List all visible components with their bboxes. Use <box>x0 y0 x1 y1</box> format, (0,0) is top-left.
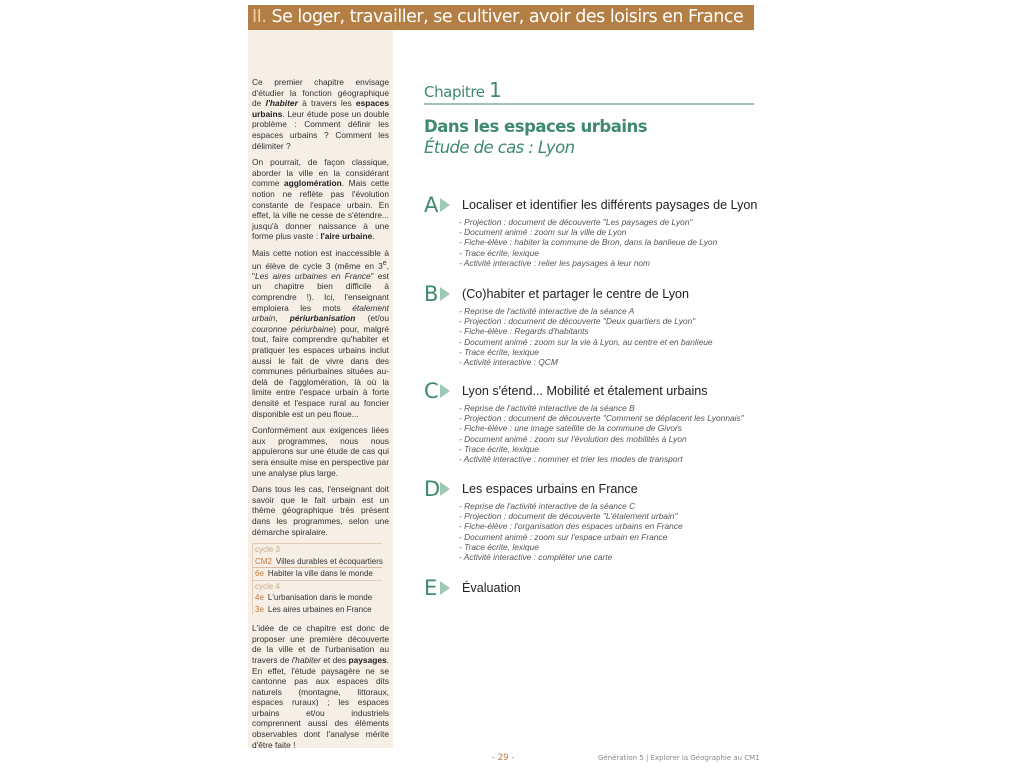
text: (et/ou <box>355 313 389 324</box>
text: à travers les <box>297 98 356 109</box>
section-header <box>424 380 764 402</box>
emphasis: étalement urbain <box>252 302 389 324</box>
activity-item: - Trace écrite, lexique <box>459 443 539 454</box>
part-title: Se loger, travailler, se cultiver, avoir des loisirs en France <box>271 7 744 27</box>
chapter-word: Chapitre <box>424 83 485 101</box>
keyword: périurbanisation <box>289 313 356 324</box>
activity-item: - Trace écrite, lexique <box>459 346 539 357</box>
sidebar-paragraph-1 <box>252 77 389 151</box>
text: Ce premier chapitre envisage d'étudier la fonction géographique de <box>252 77 389 109</box>
text: ) pour, malgré tout, faire comprendre qu'habiter et pratiquer les espaces urbains inclut aussi le fait de vivre dans des communes périurbaines situées au-delà de l'agglomération, là où la limite entre l'espace urbain à forte densité et l'espace rural au foncier disponible est un peu floue... <box>252 323 390 419</box>
text: On pourrait, de façon classique, aborder la ville en la considérant comme <box>252 157 389 189</box>
section-header <box>424 577 764 599</box>
activity-item: - Fiche-élève : habiter la commune de Bron, dans la banlieue de Lyon <box>459 237 718 248</box>
section-header <box>424 194 764 216</box>
part-header-bar <box>248 5 754 30</box>
activity-item: - Projection : document de découverte "L'étalement urbain" <box>459 511 678 522</box>
cycle-label: cycle 3 <box>252 543 382 556</box>
activity-item: - Reprise de l'activité interactive de la séance B <box>459 403 635 413</box>
lesson-section <box>424 380 764 464</box>
keyword: paysages <box>348 654 387 665</box>
sidebar-paragraph-3 <box>252 248 389 419</box>
sidebar-paragraph-4: Conformément aux exigences liées aux programmes, nous nous appuierons sur une étude de cas qui sera ensuite mise en perspective par une analyse plus large. <box>252 425 389 478</box>
sidebar-paragraph-6 <box>252 623 389 750</box>
activity-item: - Trace écrite, lexique <box>459 247 539 258</box>
text: . <box>372 231 375 242</box>
chapter-title: Dans les espaces urbains <box>424 117 648 136</box>
text: . En effet, l'étude paysagère ne se cantonne pas aux espaces dits naturels (montagne, littoraux, espaces ruraux) ; les espaces urbains et/ou industriels comprennent aussi des éléments observables dont l'analyse mérite d'être faite ! <box>252 654 389 750</box>
cycle-level: 6e <box>255 569 264 579</box>
activity-item: - Projection : document de découverte "Comment se déplacent les Lyonnais" <box>459 413 744 424</box>
activity-item: - Projection : document de découverte "Deux quartiers de Lyon" <box>459 316 696 327</box>
text: . Leur étude pose un double problème : Comment définir les espaces urbains ? Comment les délimiter ? <box>252 108 389 151</box>
text: . Mais cette notion ne reflète pas l'évolution constante de l'espace urbain. En effet, la ville ne cesse de s'étendre... jusqu'à donner naissance à une forme plus vaste : <box>252 178 389 242</box>
activity-item: - Fiche-élève : l'organisation des espaces urbains en France <box>459 521 683 532</box>
emphasis: l'habiter <box>291 654 321 665</box>
cycle-topic: Habiter la ville dans le monde <box>267 569 373 579</box>
section-letter: C <box>424 379 439 403</box>
activity-item: - Fiche-élève : Regards d'habitants <box>459 326 589 337</box>
text: Mais cette notion est inaccessible à un élève de cycle 3 (même en 3 <box>252 247 389 271</box>
emphasis: l'habiter <box>265 98 298 109</box>
section-letter: E <box>424 576 438 600</box>
text: , <box>275 313 290 324</box>
text: et des <box>320 654 349 665</box>
cycle-topic: Villes durables et écoquartiers <box>275 556 383 566</box>
activity-item: - Activité interactive : compléter une carte <box>459 552 613 563</box>
activity-item: - Activité interactive : QCM <box>459 357 558 368</box>
play-arrow-icon <box>440 198 450 212</box>
cycle-topic: Les aires urbaines en France <box>267 604 372 614</box>
section-title: Évaluation <box>462 581 521 595</box>
chapter-number: 1 <box>488 78 502 102</box>
sidebar-paragraph-2 <box>252 157 389 242</box>
section-header <box>424 478 764 500</box>
section-letter: A <box>424 193 439 217</box>
play-arrow-icon <box>440 384 450 398</box>
activity-item: - Trace écrite, lexique <box>459 541 539 552</box>
activity-item: - Activité interactive : relier les paysages à leur nom <box>459 257 650 268</box>
chapter-heading <box>424 78 754 157</box>
section-activities <box>459 306 764 367</box>
cycle-topic: L'urbanisation dans le monde <box>267 593 373 603</box>
section-activities <box>459 403 764 464</box>
lesson-section <box>424 577 764 599</box>
emphasis: couronne périurbaine <box>252 323 334 334</box>
sidebar-paragraph-5: Dans tous les cas, l'enseignant doit savoir que le fait urbain est un thème géographique très présent dans les programmes, selon une démarche spiralaire. <box>252 484 389 537</box>
lesson-section <box>424 194 764 268</box>
cycle-row <box>252 592 389 604</box>
cycle-row <box>252 567 382 580</box>
emphasis: Les aires urbaines en France <box>254 270 371 281</box>
activity-item: - Projection : document de découverte "Les paysages de Lyon" <box>459 217 693 227</box>
section-activities <box>459 501 764 562</box>
text: , " <box>252 260 389 281</box>
part-number: II. <box>252 7 267 27</box>
text: " est un chapitre bien difficile à comprendre !). Ici, l'enseignant emploiera les mots <box>252 270 389 313</box>
activity-item: - Document animé : zoom sur l'espace urbain en France <box>459 531 668 542</box>
activity-item: - Activité interactive : nommer et trier les modes de transport <box>459 454 683 465</box>
book-title: Génération 5 | Explorer la Géographie au CM1 <box>598 754 760 762</box>
superscript: e <box>382 259 387 267</box>
activity-item: - Reprise de l'activité interactive de la séance A <box>459 306 635 316</box>
section-letter: D <box>424 477 441 501</box>
section-activities <box>459 217 764 268</box>
activity-item: - Fiche-élève : une image satellite de la commune de Givors <box>459 423 682 434</box>
cycle-label: cycle 4 <box>252 580 382 593</box>
cycle-row <box>252 556 389 568</box>
lesson-section <box>424 478 764 562</box>
play-arrow-icon <box>440 482 450 496</box>
page-number: - 29 - <box>492 753 515 763</box>
activity-item: - Document animé : zoom sur la ville de Lyon <box>459 227 627 238</box>
activity-item: - Document animé : zoom sur l'évolution des mobilités à Lyon <box>459 433 687 444</box>
cycle-row <box>252 604 389 616</box>
text: L'idée de ce chapitre est donc de proposer une première découverte de la ville et de l'urbanisation au travers de <box>252 623 389 665</box>
section-title: Localiser et identifier les différents paysages de Lyon <box>462 198 758 212</box>
teacher-notes-sidebar <box>248 30 393 748</box>
cycle-level: 4e <box>255 593 264 603</box>
play-arrow-icon <box>440 581 450 595</box>
section-title: Lyon s'étend... Mobilité et étalement urbains <box>462 384 708 398</box>
activity-item: - Document animé : zoom sur la vie à Lyon, au centre et en banlieue <box>459 336 713 347</box>
keyword: espaces urbains <box>252 98 389 119</box>
cycle-level: CM2 <box>255 556 272 566</box>
section-header <box>424 283 764 305</box>
keyword: l'aire urbaine <box>320 231 373 242</box>
curriculum-cycles <box>252 543 389 615</box>
activity-item: - Reprise de l'activité interactive de la séance C <box>459 501 636 511</box>
cycle-level: 3e <box>255 604 264 614</box>
section-title: (Co)habiter et partager le centre de Lyon <box>462 287 690 301</box>
chapter-label <box>424 78 754 105</box>
play-arrow-icon <box>440 287 450 301</box>
lesson-section <box>424 283 764 367</box>
chapter-subtitle: Étude de cas : Lyon <box>424 138 575 157</box>
keyword: agglomération <box>284 178 342 189</box>
section-letter: B <box>424 282 439 306</box>
section-title: Les espaces urbains en France <box>462 482 638 496</box>
